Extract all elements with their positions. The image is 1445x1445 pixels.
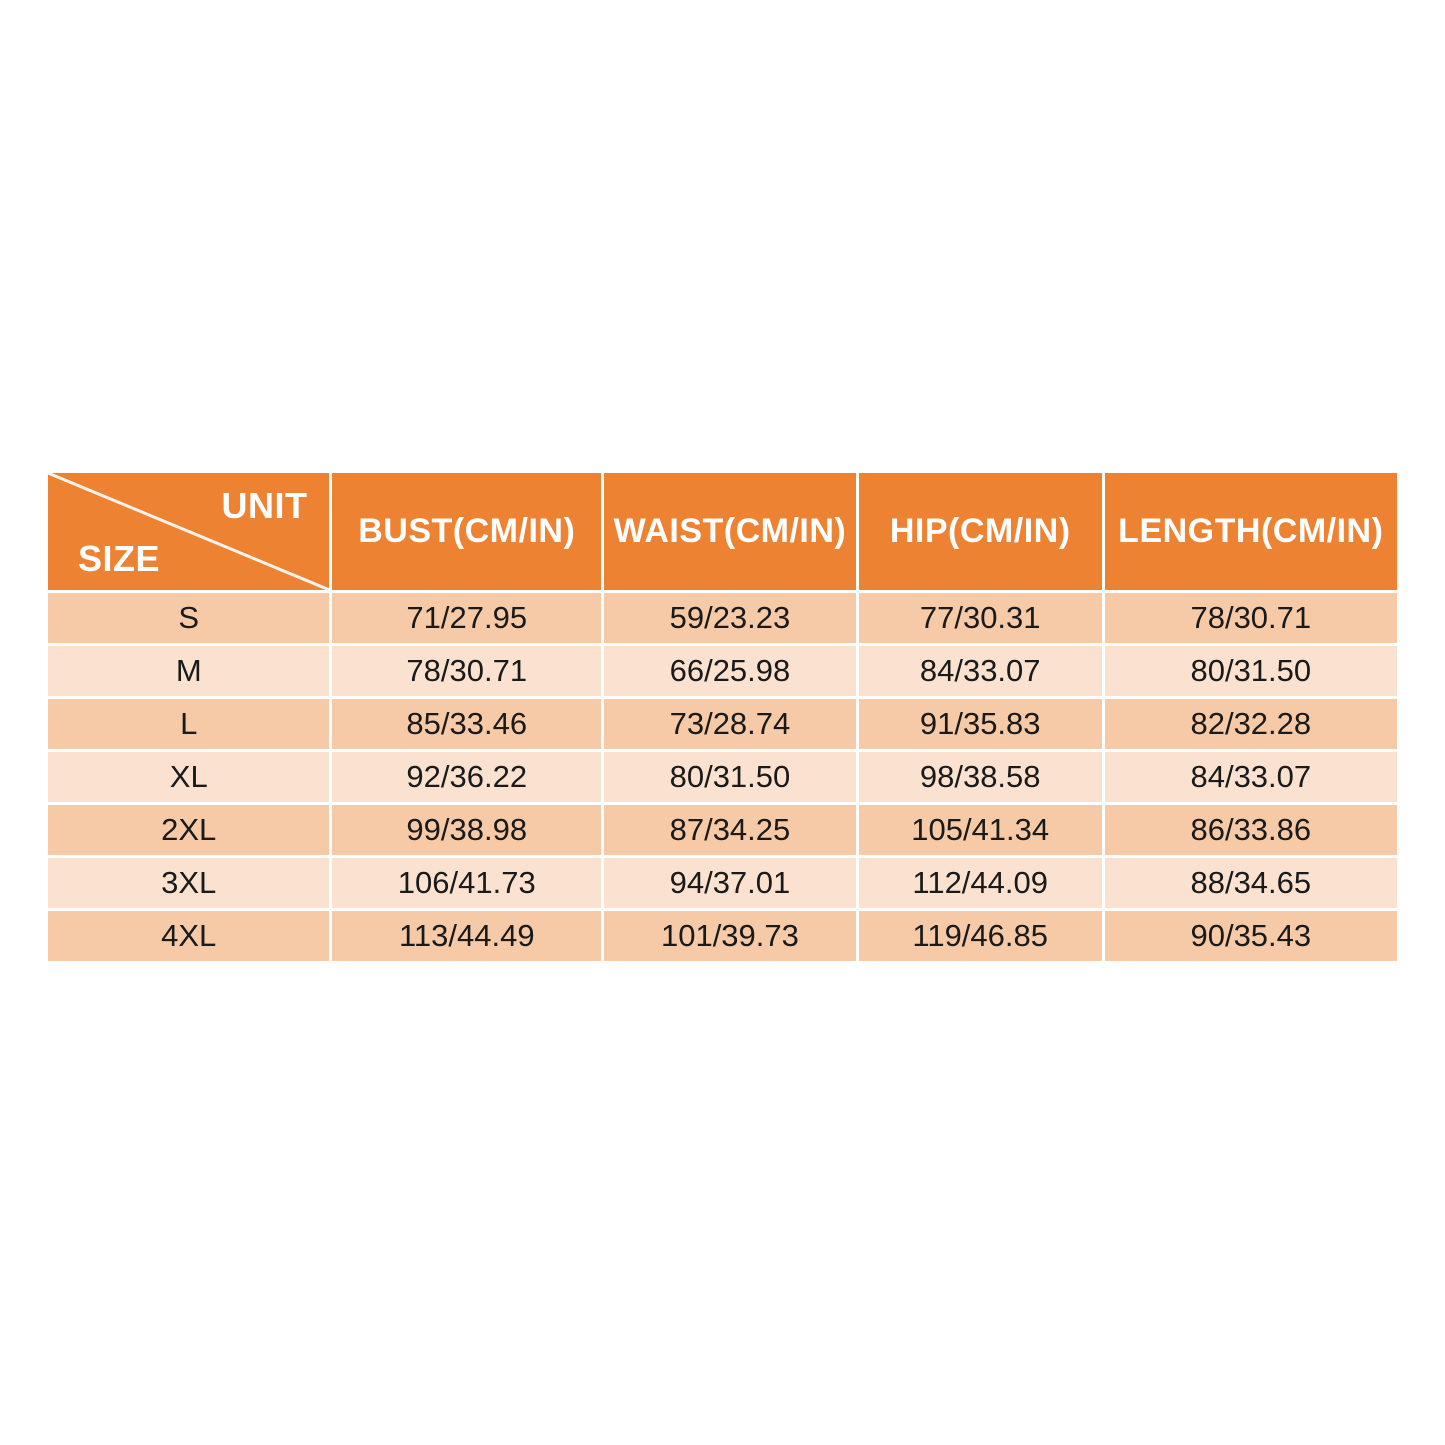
bust-value-4xl: 113/44.49 — [332, 911, 601, 961]
waist-value-4xl: 101/39.73 — [604, 911, 856, 961]
size-label-2xl: 2XL — [48, 805, 329, 855]
bust-value-2xl: 99/38.98 — [332, 805, 601, 855]
waist-value-2xl: 87/34.25 — [604, 805, 856, 855]
size-label-l: L — [48, 699, 329, 749]
size-label-3xl: 3XL — [48, 858, 329, 908]
hip-value-s: 77/30.31 — [859, 593, 1102, 643]
bust-value-s: 71/27.95 — [332, 593, 601, 643]
length-value-l: 82/32.28 — [1105, 699, 1397, 749]
column-header-waist: WAIST(CM/IN) — [604, 473, 856, 590]
bust-value-m: 78/30.71 — [332, 646, 601, 696]
length-value-xl: 84/33.07 — [1105, 752, 1397, 802]
hip-value-xl: 98/38.58 — [859, 752, 1102, 802]
hip-value-3xl: 112/44.09 — [859, 858, 1102, 908]
length-value-3xl: 88/34.65 — [1105, 858, 1397, 908]
column-header-hip: HIP(CM/IN) — [859, 473, 1102, 590]
size-chart-table — [48, 473, 1397, 961]
length-value-m: 80/31.50 — [1105, 646, 1397, 696]
size-label-4xl: 4XL — [48, 911, 329, 961]
waist-value-m: 66/25.98 — [604, 646, 856, 696]
corner-unit-label: UNIT — [221, 485, 308, 526]
waist-value-l: 73/28.74 — [604, 699, 856, 749]
corner-size-label: SIZE — [78, 538, 161, 579]
bust-value-3xl: 106/41.73 — [332, 858, 601, 908]
size-label-xl: XL — [48, 752, 329, 802]
hip-value-l: 91/35.83 — [859, 699, 1102, 749]
length-value-s: 78/30.71 — [1105, 593, 1397, 643]
column-header-length: LENGTH(CM/IN) — [1105, 473, 1397, 590]
hip-value-4xl: 119/46.85 — [859, 911, 1102, 961]
waist-value-3xl: 94/37.01 — [604, 858, 856, 908]
column-header-bust: BUST(CM/IN) — [332, 473, 601, 590]
length-value-2xl: 86/33.86 — [1105, 805, 1397, 855]
waist-value-xl: 80/31.50 — [604, 752, 856, 802]
corner-cell — [48, 473, 329, 590]
bust-value-xl: 92/36.22 — [332, 752, 601, 802]
size-label-m: M — [48, 646, 329, 696]
size-label-s: S — [48, 593, 329, 643]
hip-value-2xl: 105/41.34 — [859, 805, 1102, 855]
waist-value-s: 59/23.23 — [604, 593, 856, 643]
bust-value-l: 85/33.46 — [332, 699, 601, 749]
length-value-4xl: 90/35.43 — [1105, 911, 1397, 961]
hip-value-m: 84/33.07 — [859, 646, 1102, 696]
